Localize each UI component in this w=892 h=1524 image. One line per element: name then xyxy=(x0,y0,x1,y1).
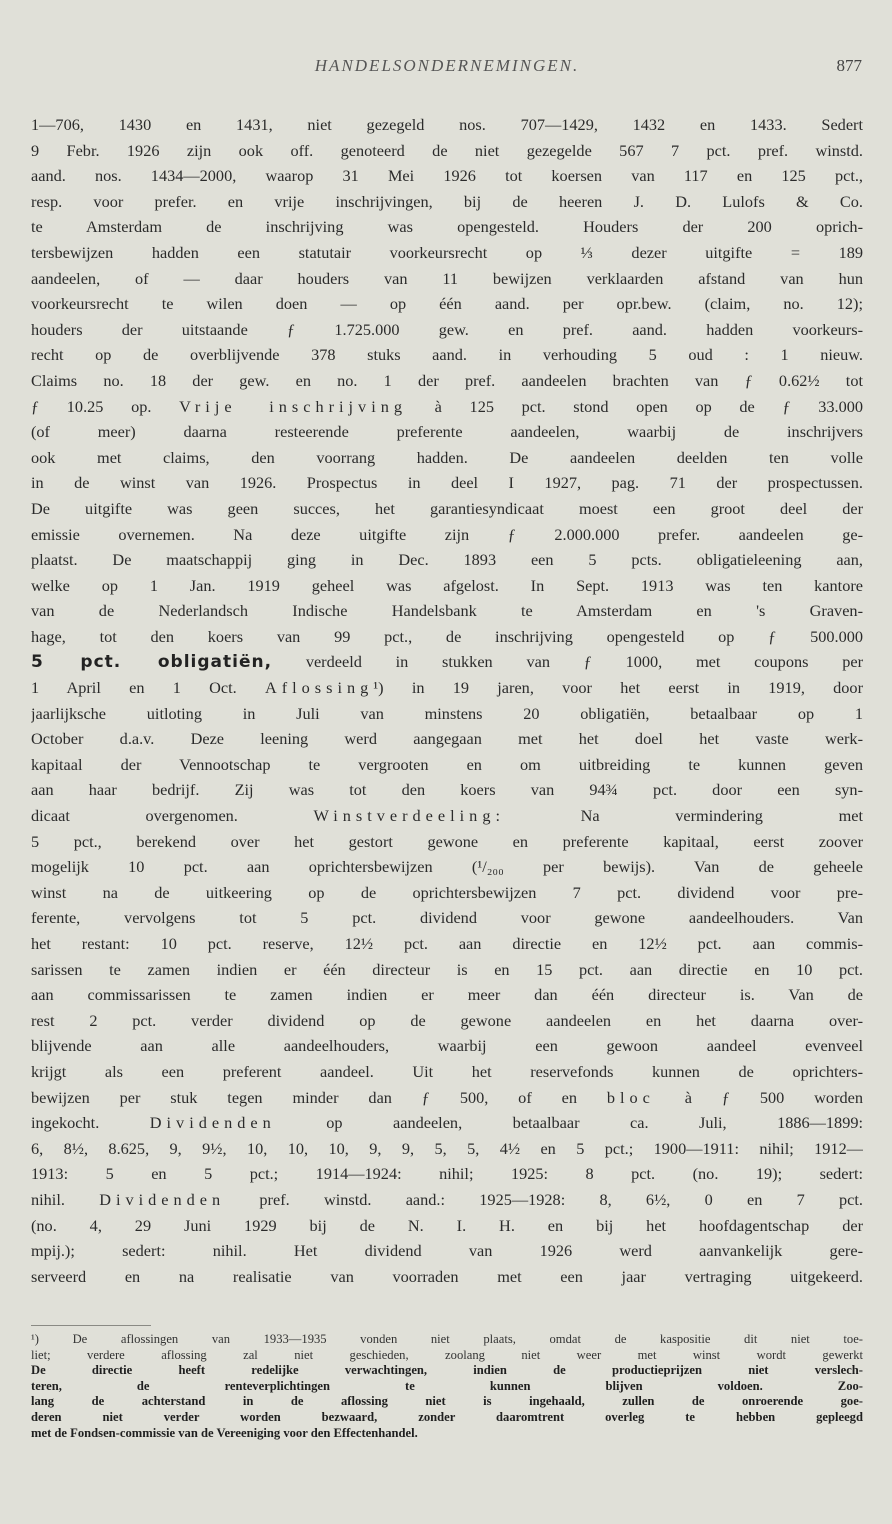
text-line: voorkeursrecht te wilen doen — op één aand. per opr.bew. (claim, no. 12); xyxy=(31,294,863,314)
text-line: aan commissarissen te zamen indien er meer dan één directeur is. Van de xyxy=(31,985,863,1005)
text-line: Claims no. 18 der gew. en no. 1 der pref. aandeelen brachten van ƒ 0.62½ tot xyxy=(31,370,863,390)
text-segment: pref. winstd. aand.: 1925—1928: 8, 6½, 0 en 7 pct. xyxy=(225,1189,863,1209)
footnote-line: lang de achterstand in de aflossing niet is ingehaald, zullen de onroerende goe- xyxy=(31,1394,863,1409)
inline-heading-obligaties: 5 pct. obligatiën, xyxy=(31,652,273,673)
text-line: tersbewijzen hadden een statutair voorkeursrecht op ⅓ dezer uitgifte = 189 xyxy=(31,242,863,262)
body-text xyxy=(31,112,863,1289)
text-line: emissie overnemen. Na deze uitgifte zijn ƒ 2.000.000 prefer. aandeelen ge- xyxy=(31,524,863,544)
text-line: plaatst. De maatschappij ging in Dec. 1893 een 5 pcts. obligatieleening aan, xyxy=(31,550,863,570)
text-line: van de Nederlandsch Indische Handelsbank te Amsterdam en 's Graven- xyxy=(31,601,863,621)
spaced-term-winstverdeeling: Winstverdeeling: xyxy=(313,806,505,826)
text-segment: ingekocht. xyxy=(31,1113,150,1133)
text-segment: verdeeld in stukken van ƒ 1000, met coupons per xyxy=(272,652,863,672)
text-segment: 1 April en 1 Oct. xyxy=(31,678,265,698)
footnote-line: liet; verdere aflossing zal niet geschieden, zoolang niet weer met winst wordt gewerkt xyxy=(31,1347,863,1362)
page-number: 877 xyxy=(836,56,862,75)
text-line: mogelijk 10 pct. aan oprichtersbewijzen (¹/₂₀₀ per bewijs). Van de geheele xyxy=(31,857,863,877)
footnotes xyxy=(31,1332,863,1441)
spaced-term-aflossing: Aflossing xyxy=(264,678,374,698)
text-line: houders der uitstaande ƒ 1.725.000 gew. en pref. aand. hadden voorkeurs- xyxy=(31,319,863,339)
text-line: jaarlijksche uitloting in Juli van minstens 20 obligatiën, betaalbaar op 1 xyxy=(31,703,863,723)
text-line-dividenden xyxy=(31,1110,863,1136)
text-line: winst na de uitkeering op de oprichtersbewijzen 7 pct. dividend voor pre- xyxy=(31,882,863,902)
text-line: welke op 1 Jan. 1919 geheel was afgelost. In Sept. 1913 was ten kantore xyxy=(31,575,863,595)
text-line: hage, tot den koers van 99 pct., de inschrijving opengesteld op ƒ 500.000 xyxy=(31,626,863,646)
text-segment: nihil. xyxy=(31,1189,100,1209)
text-line: ferente, vervolgens tot 5 pct. dividend voor gewone aandeelhouders. Van xyxy=(31,908,863,928)
text-line: De uitgifte was geen succes, het garantiesyndicaat moest een groot deel der xyxy=(31,498,863,518)
text-line: 1913: 5 en 5 pct.; 1914—1924: nihil; 1925: 8 pct. (no. 19); sedert: xyxy=(31,1164,863,1184)
spaced-term-dividenden: Dividenden xyxy=(149,1113,276,1133)
text-line: (no. 4, 29 Juni 1929 bij de N. I. H. en bij het hoofdagentschap der xyxy=(31,1215,863,1235)
text-line: aan haar bedrijf. Zij was tot den koers van 94¾ pct. door een syn- xyxy=(31,780,863,800)
text-line: aand. nos. 1434—2000, waarop 31 Mei 1926 tot koersen van 117 en 125 pct., xyxy=(31,166,863,186)
text-line-en-bloc xyxy=(31,1085,863,1111)
text-line: ook met claims, den voorrang hadden. De aandeelen deelden ten volle xyxy=(31,447,863,467)
text-line: mpij.); sedert: nihil. Het dividend van 1926 werd aanvankelijk gere- xyxy=(31,1241,863,1261)
text-segment: ¹) in 19 jaren, voor het eerst in 1919, door xyxy=(373,678,863,698)
text-line: 1—706, 1430 en 1431, niet gezegeld nos. 707—1429, 1432 en 1433. Sedert xyxy=(31,115,863,134)
text-line: (of meer) daarna resteerende preferente aandeelen, waarbij de inschrijvers xyxy=(31,422,863,442)
text-segment: à ƒ 500 worden xyxy=(654,1087,863,1107)
running-head xyxy=(32,56,862,86)
text-segment: bewijzen per stuk tegen minder dan ƒ 500, of en xyxy=(31,1087,607,1107)
text-line: kapitaal der Vennootschap te vergrooten en om uitbreiding te kunnen geven xyxy=(31,754,863,774)
text-line: krijgt als een preferent aandeel. Uit het reservefonds kunnen de oprichters- xyxy=(31,1061,863,1081)
text-line-vrije-inschrijving xyxy=(31,394,863,420)
text-segment: dicaat overgenomen. xyxy=(31,806,314,826)
text-line: resp. voor prefer. en vrije inschrijvingen, bij de heeren J. D. Lulofs & Co. xyxy=(31,191,863,211)
text-line: het restant: 10 pct. reserve, 12½ pct. aan directie en 12½ pct. aan commis- xyxy=(31,934,863,953)
text-line: recht op de overblijvende 378 stuks aand. in verhouding 5 oud : 1 nieuw. xyxy=(31,345,863,365)
text-line: aandeelen, of — daar houders van 11 bewijzen verklaarden afstand van hun xyxy=(31,268,863,288)
text-line-dividenden-pref xyxy=(31,1187,863,1213)
text-segment: op aandeelen, betaalbaar ca. Juli, 1886—1899: xyxy=(275,1113,863,1133)
spaced-term-dividenden-pref: Dividenden xyxy=(99,1189,226,1209)
spaced-term-bloc: bloc xyxy=(606,1087,655,1107)
footnote-line: ¹) De aflossingen van 1933—1935 vonden niet plaats, omdat de kaspositie dit niet toe- xyxy=(31,1332,863,1346)
spaced-term-vrije-inschrijving: Vrije inschrijving xyxy=(179,396,408,416)
running-title: HANDELSONDERNEMINGEN. xyxy=(314,56,580,75)
text-line: te Amsterdam de inschrijving was opengesteld. Houders der 200 oprich- xyxy=(31,217,863,237)
footnote-line: met de Fondsen-commissie van de Vereeniging voor den Effectenhandel. xyxy=(31,1425,418,1440)
text-line: rest 2 pct. verder dividend op de gewone aandeelen en het daarna over- xyxy=(31,1010,863,1030)
text-line: 6, 8½, 8.625, 9, 9½, 10, 10, 10, 9, 9, 5, 5, 4½ en 5 pct.; 1900—1911: nihil; 1912— xyxy=(31,1138,863,1158)
footnote-rule xyxy=(31,1325,151,1326)
text-segment: à 125 pct. stond open op de ƒ 33.000 xyxy=(407,396,863,416)
text-segment: ƒ 10.25 op. xyxy=(31,396,180,416)
text-line: blijvende aan alle aandeelhouders, waarbij een gewoon aandeel evenveel xyxy=(31,1036,863,1056)
text-line-winstverdeeling xyxy=(31,803,863,829)
text-line: serveerd en na realisatie van voorraden met een jaar vertraging uitgekeerd. xyxy=(31,1266,863,1286)
footnote-line: teren, de renteverplichtingen te kunnen blijven voldoen. Zoo- xyxy=(31,1378,863,1393)
text-line: 9 Febr. 1926 zijn ook off. genoteerd de niet gezegelde 567 7 pct. pref. winstd. xyxy=(31,140,863,160)
footnote-line: De directie heeft redelijke verwachtingen, indien de productieprijzen niet verslech- xyxy=(31,1363,863,1378)
text-line-aflossing xyxy=(31,675,863,701)
text-line: sarissen te zamen indien er één directeur is en 15 pct. aan directie en 10 pct. xyxy=(31,959,863,979)
text-line: 5 pct., berekend over het gestort gewone en preferente kapitaal, eerst zoover xyxy=(31,831,863,851)
text-line-obligaties xyxy=(31,649,863,675)
text-segment: Na vermindering met xyxy=(505,806,863,826)
text-line: in de winst van 1926. Prospectus in deel I 1927, pag. 71 der prospectussen. xyxy=(31,473,863,493)
footnote-line: deren niet verder worden bezwaard, zonder daaromtrent overleg te hebben gepleegd xyxy=(31,1409,863,1424)
text-line: October d.a.v. Deze leening werd aangegaan met het doel het vaste werk- xyxy=(31,729,863,749)
